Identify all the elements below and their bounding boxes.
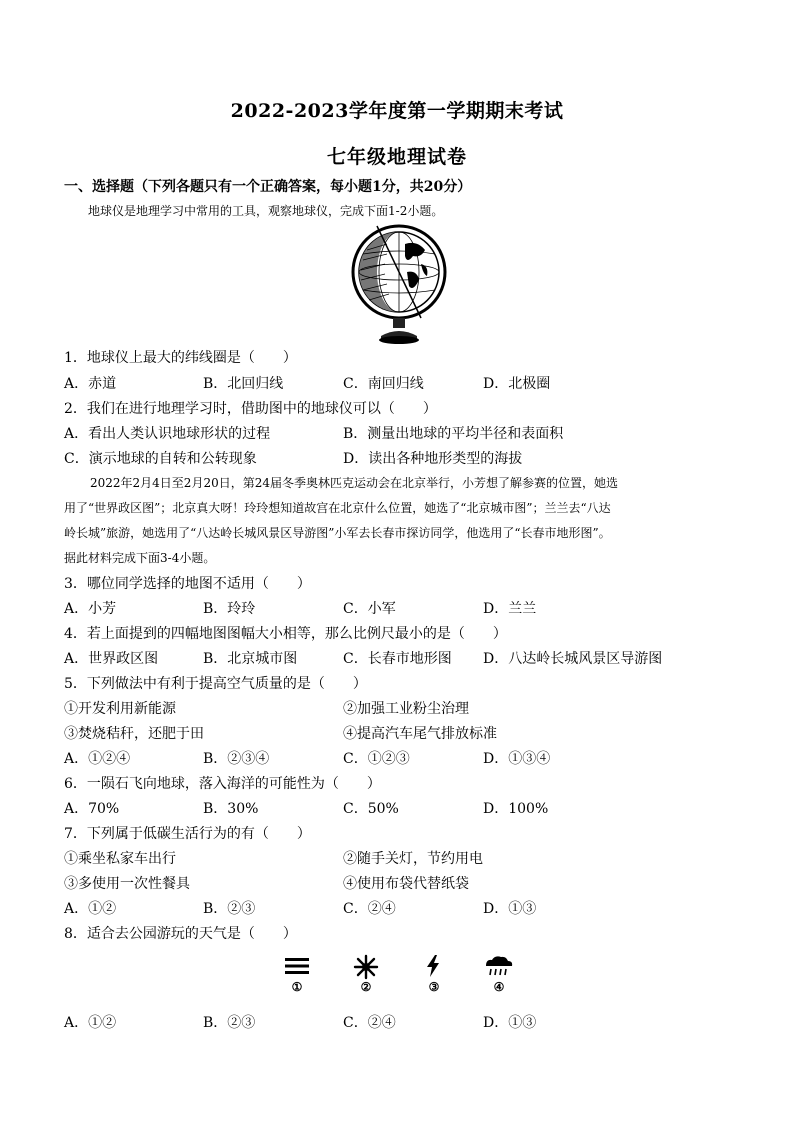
intro-text: 地球仪是地理学习中常用的工具，观察地球仪，完成下面1-2小题。 [88,204,444,218]
q2-option-d: D．读出各种地形类型的海拔 [343,451,523,467]
q3-option-d: D．兰兰 [483,601,537,617]
q5-option-b: B．②③④ [203,751,270,767]
q4-option-c: C．长春市地形图 [343,651,452,667]
q3-option-c: C．小军 [343,601,396,617]
fog-icon [284,956,310,976]
q7-option-a: A．①② [64,901,117,917]
passage-line-4: 据此材料完成下面3-4小题。 [64,551,216,565]
passage-line-1: 2022年2月4日至2月20日，第24届冬季奥林匹克运动会在北京举行，小芳想了解参赛的位置，她选 [90,476,618,490]
page-subtitle: 七年级地理试卷 [326,146,467,168]
question-8: 8．适合去公园游玩的天气是（ ） [64,926,297,942]
sunny-icon [352,954,380,980]
q4-option-b: B．北京城市图 [203,651,298,667]
q5-item-4: ④提高汽车尾气排放标准 [343,726,497,742]
page-title: 2022-2023学年度第一学期期末考试 [230,100,564,122]
q6-option-b: B．30% [203,801,259,817]
section-heading: 一、选择题（下列各题只有一个正确答案，每小题1分，共20分） [64,179,472,195]
q6-option-d: D．100% [483,801,549,817]
question-3: 3．哪位同学选择的地图不适用（ ） [64,576,311,592]
weather-label-3: ③ [428,980,440,994]
weather-label-4: ④ [493,980,505,994]
q8-option-a: A．①② [64,1015,117,1031]
q5-option-d: D．①③④ [483,751,551,767]
q8-option-d: D．①③ [483,1015,537,1031]
q1-option-d: D．北极圈 [483,376,551,392]
q5-item-2: ②加强工业粉尘治理 [343,701,469,717]
q1-option-b: B．北回归线 [203,376,284,392]
q5-item-1: ①开发利用新能源 [64,701,176,717]
question-6: 6．一陨石飞向地球，落入海洋的可能性为（ ） [64,776,381,792]
question-5: 5．下列做法中有利于提高空气质量的是（ ） [64,676,367,692]
q8-option-b: B．②③ [203,1015,256,1031]
q2-option-c: C．演示地球的自转和公转现象 [64,451,257,467]
weather-label-2: ② [360,980,372,994]
q6-option-a: A．70% [64,801,120,817]
q7-option-c: C．②④ [343,901,396,917]
q7-item-1: ①乘坐私家车出行 [64,851,176,867]
lightning-icon [424,954,442,978]
q7-item-3: ③多使用一次性餐具 [64,876,190,892]
q5-option-c: C．①②③ [343,751,410,767]
q7-option-d: D．①③ [483,901,537,917]
q2-option-b: B．测量出地球的平均半径和表面积 [343,426,564,442]
weather-label-1: ① [291,980,303,994]
q4-option-a: A．世界政区图 [64,651,159,667]
question-7: 7．下列属于低碳生活行为的有（ ） [64,826,311,842]
q6-option-c: C．50% [343,801,399,817]
q2-option-a: A．看出人类认识地球形状的过程 [64,426,271,442]
q4-option-d: D．八达岭长城风景区导游图 [483,651,663,667]
question-1: 1．地球仪上最大的纬线圈是（ ） [64,350,297,366]
passage-line-3: 岭长城”旅游，她选用了“八达岭长城风景区导游图”小军去长春市探访同学，他选用了“长春市地形图”。 [64,526,611,540]
q1-option-a: A．赤道 [64,376,117,392]
q5-item-3: ③焚烧秸秆，还肥于田 [64,726,204,742]
q8-option-c: C．②④ [343,1015,396,1031]
passage-line-2: 用了“世界政区图”；北京真大呀！玲玲想知道故宫在北京什么位置，她选了“北京城市图”；兰兰去“八达 [64,501,611,515]
q7-item-4: ④使用布袋代替纸袋 [343,876,469,892]
question-2: 2．我们在进行地理学习时，借助图中的地球仪可以（ ） [64,401,437,417]
q7-item-2: ②随手关灯，节约用电 [343,851,483,867]
q3-option-a: A．小芳 [64,601,117,617]
rain-icon [482,955,516,977]
q1-option-c: C．南回归线 [343,376,424,392]
question-4: 4．若上面提到的四幅地图图幅大小相等，那么比例尺最小的是（ ） [64,626,507,642]
q7-option-b: B．②③ [203,901,256,917]
q5-option-a: A．①②④ [64,751,131,767]
globe-icon [347,220,447,346]
q3-option-b: B．玲玲 [203,601,256,617]
